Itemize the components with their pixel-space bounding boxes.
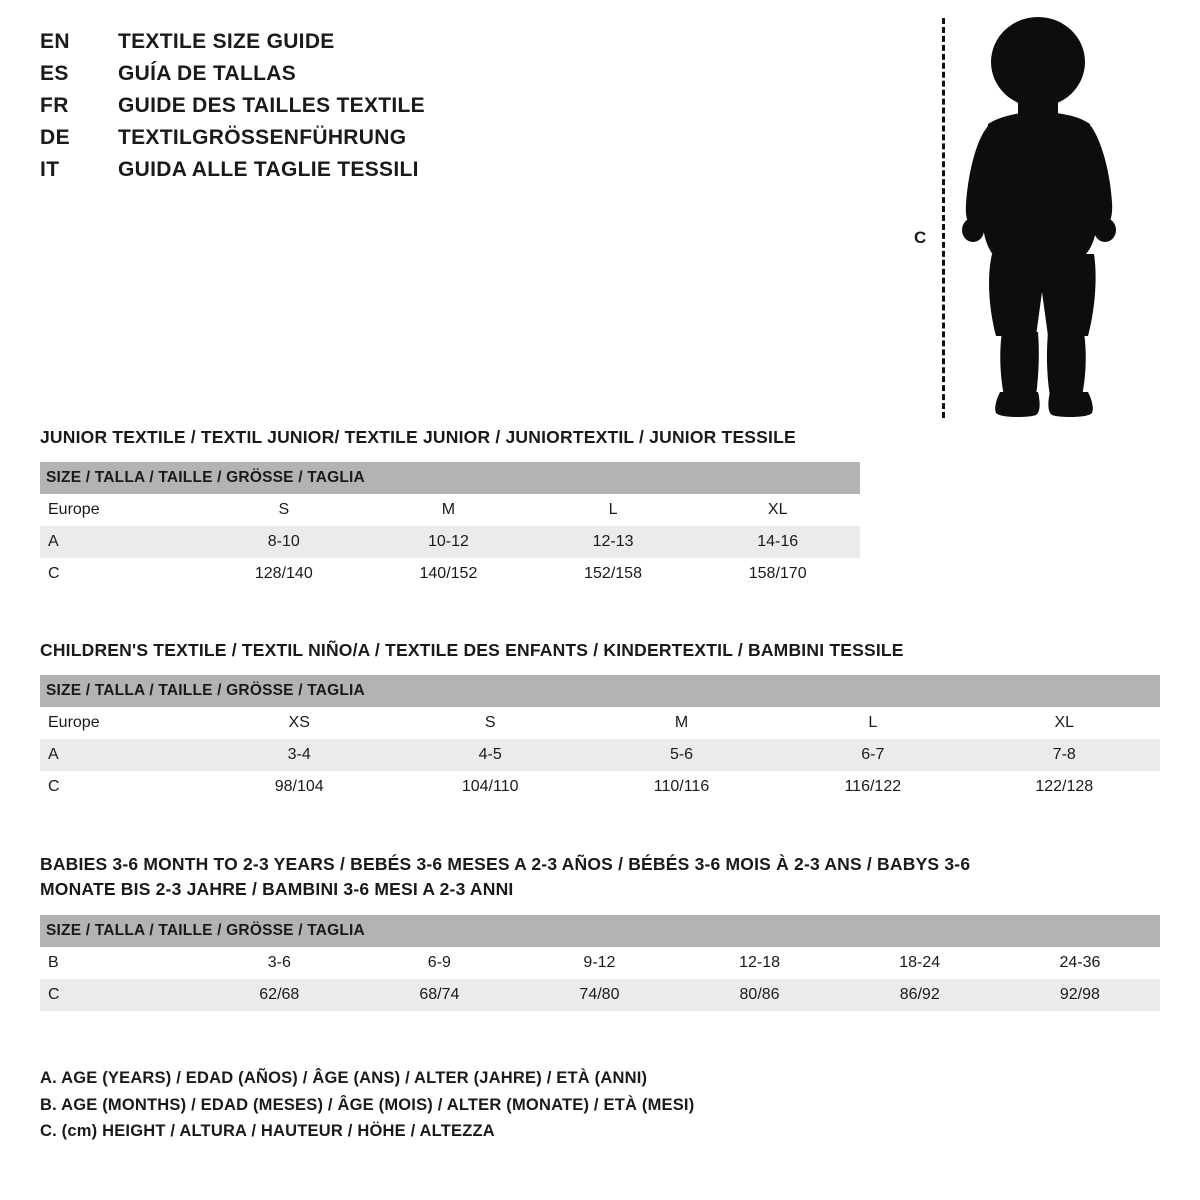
cell-value: 68/74 <box>359 979 519 1011</box>
row-label: C <box>40 771 204 803</box>
row-label: Europe <box>40 707 204 739</box>
section-children <box>40 638 1160 803</box>
cell-value: 10-12 <box>366 526 531 558</box>
height-measure-figure <box>900 10 1140 420</box>
cell-value: M <box>586 707 777 739</box>
cell-value: M <box>366 494 531 526</box>
size-band-label: SIZE / TALLA / TAILLE / GRÖSSE / TAGLIA <box>40 462 860 494</box>
language-title: GUÍA DE TALLAS <box>118 62 297 85</box>
cell-value: 140/152 <box>366 558 531 590</box>
junior-size-table <box>40 462 860 590</box>
language-code: ES <box>40 62 69 85</box>
cell-value: 116/122 <box>777 771 968 803</box>
language-title: TEXTILE SIZE GUIDE <box>118 30 335 53</box>
cell-value: 8-10 <box>201 526 366 558</box>
row-label: C <box>40 558 201 590</box>
section-title: BABIES 3-6 MONTH TO 2-3 YEARS / BEBÉS 3-6 MESES A 2-3 AÑOS / BÉBÉS 3-6 MOIS À 2-3 ANS / BABYS 3-6 MONATE BIS 2-3 JAHRE / BAMBINI 3-6 MESI A 2-3 ANNI <box>40 854 971 900</box>
cell-value: 122/128 <box>968 771 1160 803</box>
section-title: CHILDREN'S TEXTILE / TEXTIL NIÑO/A / TEXTILE DES ENFANTS / KINDERTEXTIL / BAMBINI TESSILE <box>40 640 904 660</box>
table-row <box>40 947 1160 979</box>
cell-value: 6-9 <box>359 947 519 979</box>
cell-value: XS <box>204 707 395 739</box>
language-row <box>40 30 600 62</box>
cell-value: 92/98 <box>1000 979 1160 1011</box>
cell-value: 14-16 <box>695 526 860 558</box>
cell-value: XL <box>695 494 860 526</box>
table-row <box>40 739 1160 771</box>
cell-value: 9-12 <box>519 947 679 979</box>
table-header-band <box>40 675 1160 707</box>
language-code: EN <box>40 30 70 53</box>
section-junior <box>40 425 1160 590</box>
table-header-band <box>40 915 1160 947</box>
cell-value: S <box>201 494 366 526</box>
table-row <box>40 771 1160 803</box>
cell-value: 4-5 <box>395 739 586 771</box>
table-row <box>40 494 860 526</box>
language-title-block <box>40 30 600 190</box>
cell-value: 104/110 <box>395 771 586 803</box>
footnote-c: C. (cm) HEIGHT / ALTURA / HAUTEUR / HÖHE / ALTEZZA <box>40 1122 495 1141</box>
height-dashed-line <box>942 18 945 418</box>
cell-value: L <box>777 707 968 739</box>
child-silhouette-icon <box>952 14 1142 419</box>
cell-value: 3-4 <box>204 739 395 771</box>
cell-value: 6-7 <box>777 739 968 771</box>
cell-value: 86/92 <box>840 979 1000 1011</box>
cell-value: 12-18 <box>679 947 839 979</box>
cell-value: 152/158 <box>531 558 696 590</box>
cell-value: S <box>395 707 586 739</box>
row-label: A <box>40 739 204 771</box>
cell-value: 24-36 <box>1000 947 1160 979</box>
language-row <box>40 158 600 190</box>
cell-value: 158/170 <box>695 558 860 590</box>
row-label: B <box>40 947 199 979</box>
cell-value: 98/104 <box>204 771 395 803</box>
cell-value: 5-6 <box>586 739 777 771</box>
row-label: A <box>40 526 201 558</box>
cell-value: 7-8 <box>968 739 1160 771</box>
cell-value: 3-6 <box>199 947 359 979</box>
table-header-band <box>40 462 860 494</box>
children-size-table <box>40 675 1160 803</box>
table-row <box>40 526 860 558</box>
language-title: TEXTILGRÖSSENFÜHRUNG <box>118 126 407 149</box>
cell-value: 74/80 <box>519 979 679 1011</box>
section-babies <box>40 852 1160 1011</box>
footnote-block <box>40 1065 1160 1145</box>
cell-value: XL <box>968 707 1160 739</box>
language-row <box>40 94 600 126</box>
cell-value: 12-13 <box>531 526 696 558</box>
footnote-a: A. AGE (YEARS) / EDAD (AÑOS) / ÂGE (ANS) / ALTER (JAHRE) / ETÀ (ANNI) <box>40 1069 648 1087</box>
language-title: GUIDA ALLE TAGLIE TESSILI <box>118 158 419 181</box>
table-row <box>40 558 860 590</box>
footnote-b: B. AGE (MONTHS) / EDAD (MESES) / ÂGE (MOIS) / ALTER (MONATE) / ETÀ (MESI) <box>40 1095 695 1114</box>
size-band-label: SIZE / TALLA / TAILLE / GRÖSSE / TAGLIA <box>40 915 1160 947</box>
cell-value: 18-24 <box>840 947 1000 979</box>
cell-value: L <box>531 494 696 526</box>
language-code: FR <box>40 94 69 117</box>
cell-value: 110/116 <box>586 771 777 803</box>
cell-value: 62/68 <box>199 979 359 1011</box>
size-band-label: SIZE / TALLA / TAILLE / GRÖSSE / TAGLIA <box>40 675 1160 707</box>
cell-value: 80/86 <box>679 979 839 1011</box>
language-code: DE <box>40 126 70 149</box>
babies-size-table <box>40 915 1160 1011</box>
table-row <box>40 707 1160 739</box>
section-title: JUNIOR TEXTILE / TEXTIL JUNIOR/ TEXTILE JUNIOR / JUNIORTEXTIL / JUNIOR TESSILE <box>40 427 796 447</box>
language-code: IT <box>40 158 60 181</box>
language-row <box>40 62 600 94</box>
measure-label-c: C <box>914 228 927 247</box>
row-label: Europe <box>40 494 201 526</box>
table-row <box>40 979 1160 1011</box>
cell-value: 128/140 <box>201 558 366 590</box>
language-row <box>40 126 600 158</box>
row-label: C <box>40 979 199 1011</box>
language-title: GUIDE DES TAILLES TEXTILE <box>118 94 425 117</box>
